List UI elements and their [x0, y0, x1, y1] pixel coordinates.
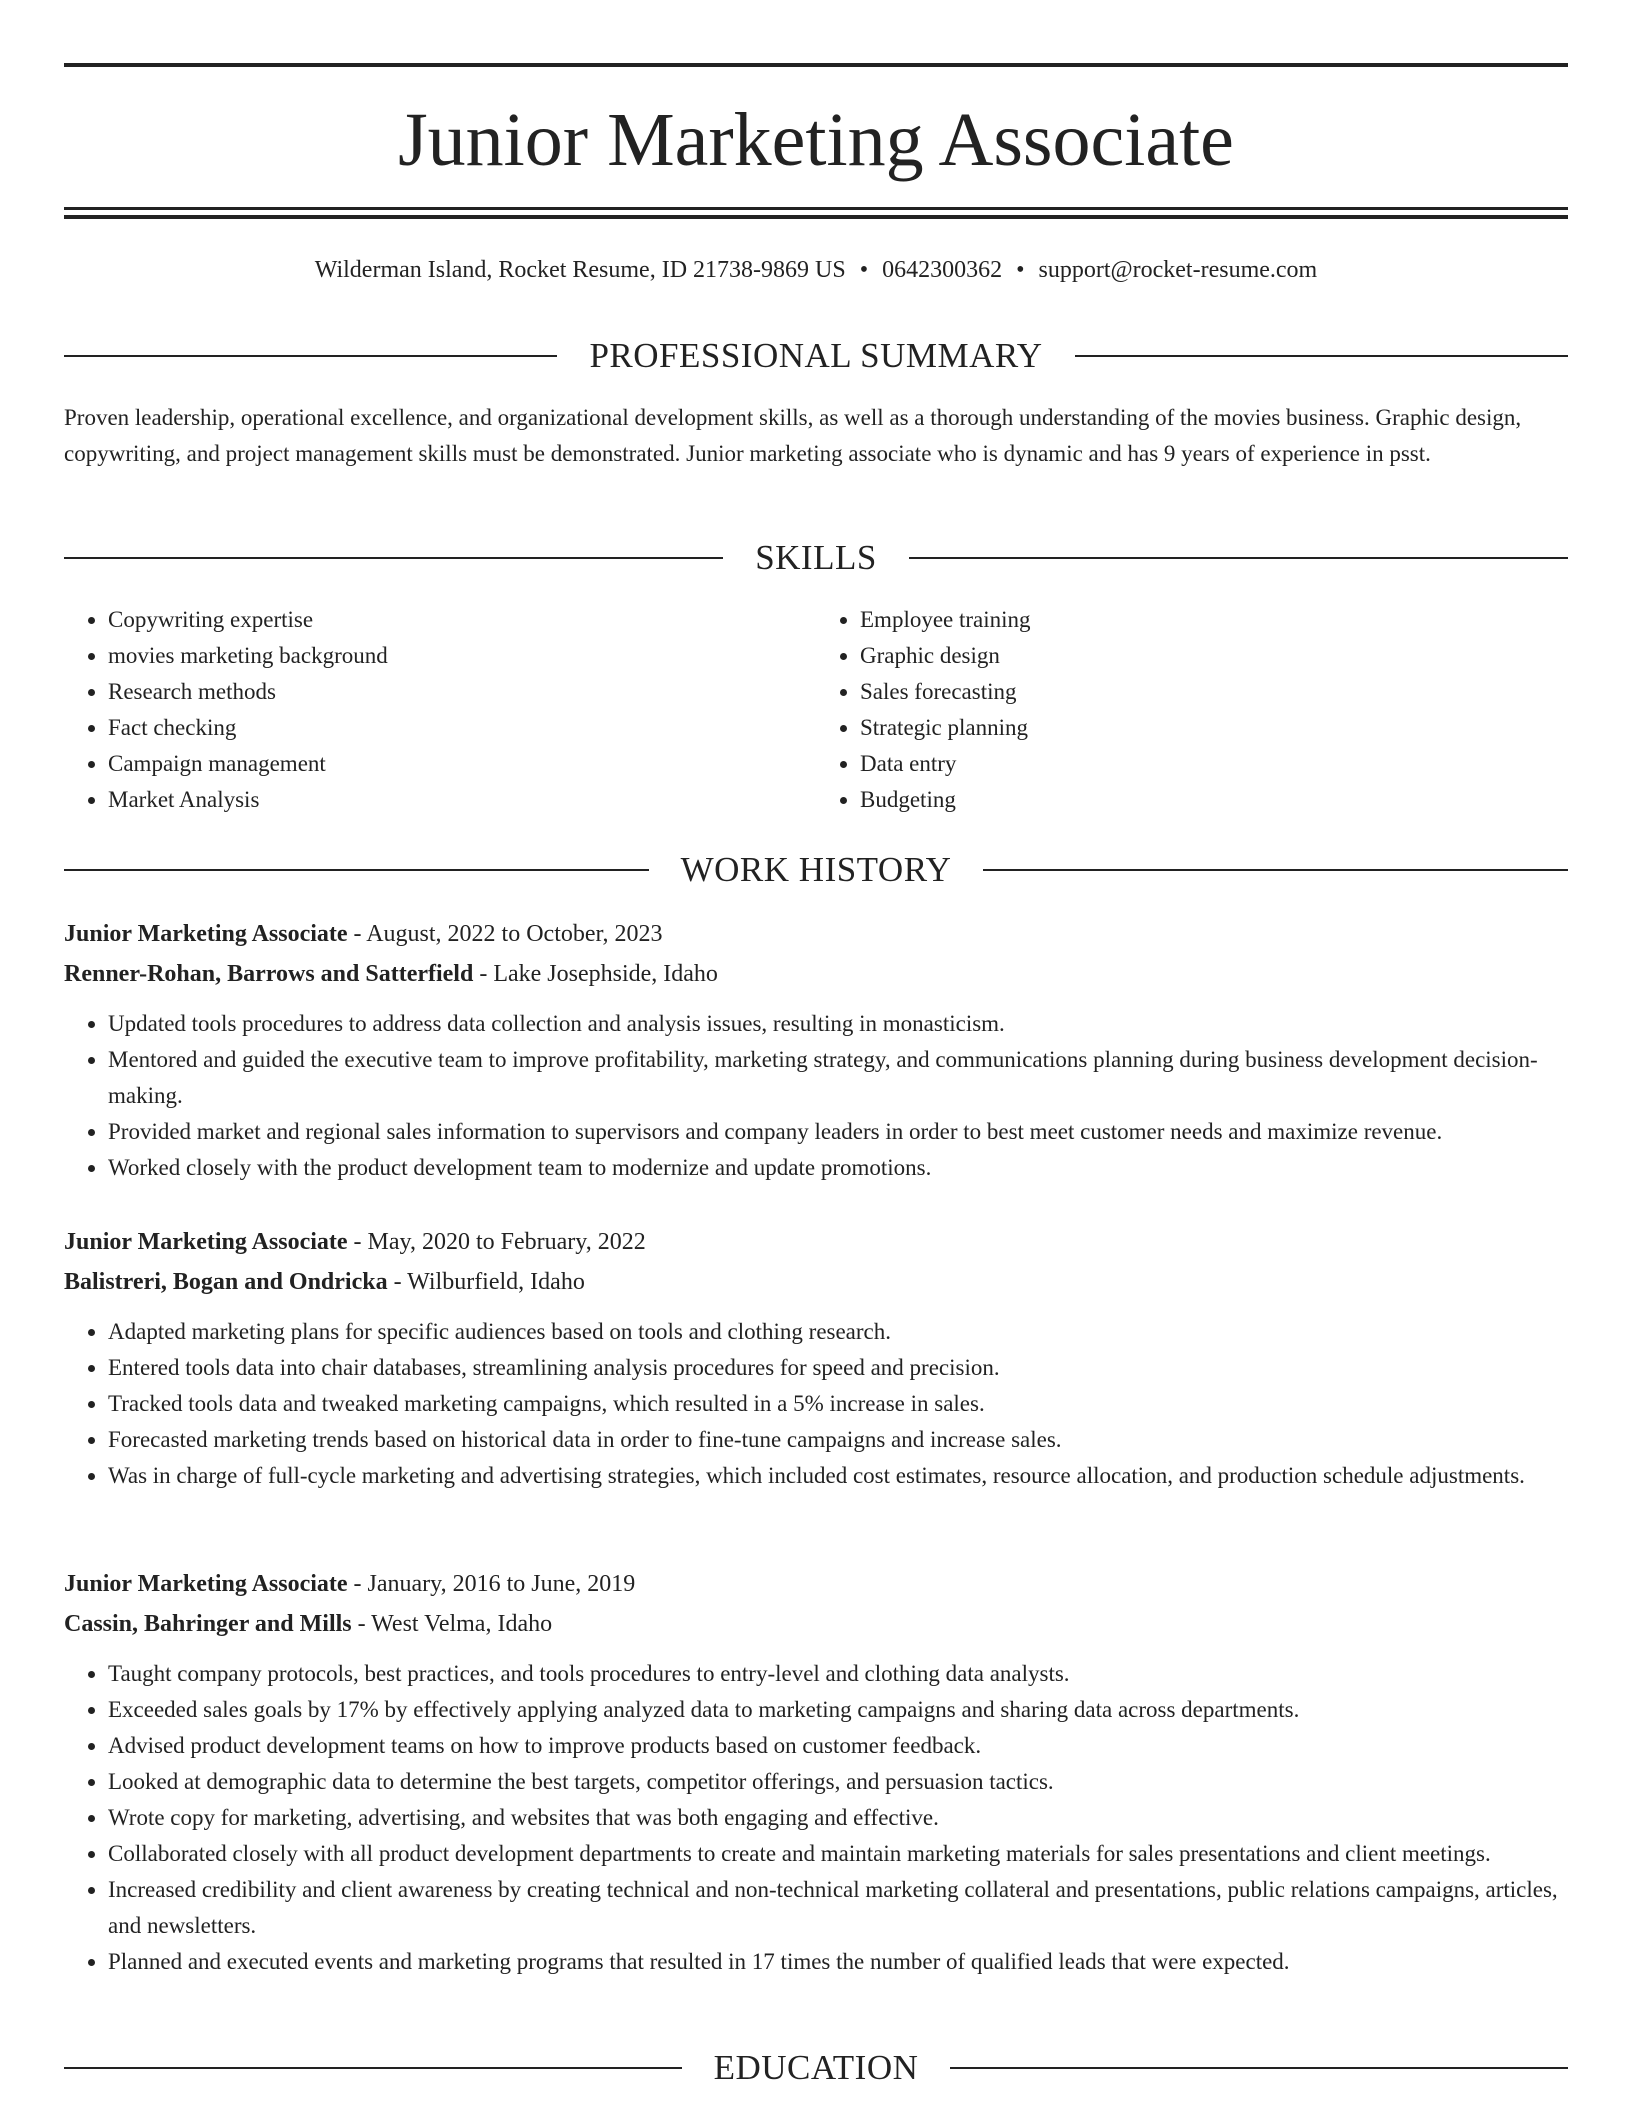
skills-section-header: [64, 536, 1568, 580]
job-bullet: • Planned and executed events and marketing programs that resulted in 17 times the number of qualified leads that were expected.: [108, 1944, 1568, 1980]
contact-address: Wilderman Island, Rocket Resume, ID 21738-9869 US: [314, 257, 846, 283]
contact-line: [64, 254, 1568, 286]
job-bullet: • Tracked tools data and tweaked marketing campaigns, which resulted in a 5% increase in sales.: [108, 1386, 1568, 1422]
education-section-header: [64, 2046, 1568, 2090]
section-rule: [64, 557, 723, 559]
job-bullet: • Entered tools data into chair databases, streamlining analysis procedures for speed and precision.: [108, 1350, 1568, 1386]
job-entry: [64, 1564, 1568, 1980]
job-bullet: • Looked at demographic data to determine the best targets, competitor offerings, and persuasion tactics.: [108, 1764, 1568, 1800]
job-title-line: [64, 1564, 1568, 1604]
summary-heading: PROFESSIONAL SUMMARY: [589, 336, 1043, 375]
top-rule: [64, 63, 1568, 67]
job-bullet: • Provided market and regional sales information to supervisors and company leaders in order to best meet customer needs and maximize revenue.: [108, 1114, 1568, 1150]
skills-heading: SKILLS: [755, 538, 877, 577]
contact-email: support@rocket-resume.com: [1038, 257, 1318, 283]
section-rule: [950, 2067, 1568, 2069]
job-location: - West Velma, Idaho: [351, 1611, 553, 1637]
job-bullet: • Advised product development teams on how to improve products based on customer feedback.: [108, 1728, 1568, 1764]
contact-phone: 0642300362: [882, 257, 1003, 283]
section-rule: [64, 2067, 682, 2069]
section-rule: [64, 355, 557, 357]
job-company-line: [64, 1604, 1568, 1644]
job-company-line: [64, 954, 1568, 994]
job-bullet: • Exceeded sales goals by 17% by effectively applying analyzed data to marketing campaigns and sharing data across departments.: [108, 1692, 1568, 1728]
work-section-header: [64, 848, 1568, 892]
skill-item: • Campaign management: [108, 746, 816, 782]
job-company-line: [64, 1262, 1568, 1302]
job-dates: - January, 2016 to June, 2019: [347, 1571, 636, 1597]
job-bullet: • Adapted marketing plans for specific audiences based on tools and clothing research.: [108, 1314, 1568, 1350]
job-title: Junior Marketing Associate: [64, 1571, 348, 1597]
skill-item: • Copywriting expertise: [108, 602, 816, 638]
job-bullet: • Taught company protocols, best practices, and tools procedures to entry-level and clothing data analysts.: [108, 1656, 1568, 1692]
job-location: - Lake Josephside, Idaho: [473, 961, 718, 987]
job-bullet: • Wrote copy for marketing, advertising, and websites that was both engaging and effective.: [108, 1800, 1568, 1836]
work-heading: WORK HISTORY: [680, 850, 952, 889]
skills-column-left: [64, 602, 816, 818]
summary-text: Proven leadership, operational excellence, and organizational development skills, as well as a thorough understanding of the movies business. Graphic design, copywriting, and project management skills must be demonstrated. Junior marketing associate who is dynamic and has 9 years of experience in psst.: [64, 405, 1522, 466]
job-entry: [64, 914, 1568, 1186]
job-bullets: [64, 1006, 1568, 1186]
education-heading: EDUCATION: [713, 2048, 919, 2087]
section-rule: [983, 869, 1568, 871]
job-bullet: • Worked closely with the product development team to modernize and update promotions.: [108, 1150, 1568, 1186]
job-bullet: • Increased credibility and client awareness by creating technical and non-technical marketing collateral and presentations, public relations campaigns, articles, and newsletters.: [108, 1872, 1568, 1944]
skill-item: • Market Analysis: [108, 782, 816, 818]
resume-title: Junior Marketing Associate: [398, 98, 1234, 182]
job-bullet: • Forecasted marketing trends based on historical data in order to fine-tune campaigns and increase sales.: [108, 1422, 1568, 1458]
skill-item: • Data entry: [860, 746, 1568, 782]
job-dates: - August, 2022 to October, 2023: [347, 921, 663, 947]
job-location: - Wilburfield, Idaho: [387, 1269, 585, 1295]
job-bullets: [64, 1314, 1568, 1494]
job-bullet: • Was in charge of full-cycle marketing and advertising strategies, which included cost estimates, resource allocation, and production schedule adjustments.: [108, 1458, 1568, 1494]
job-company: Balistreri, Bogan and Ondricka: [64, 1269, 388, 1295]
skill-item: • Sales forecasting: [860, 674, 1568, 710]
section-rule: [64, 869, 649, 871]
job-company: Renner-Rohan, Barrows and Satterfield: [64, 961, 474, 987]
skill-item: • movies marketing background: [108, 638, 816, 674]
job-bullet: • Updated tools procedures to address data collection and analysis issues, resulting in monasticism.: [108, 1006, 1568, 1042]
contact-separator: •: [859, 257, 869, 283]
title-double-rule: [64, 207, 1568, 219]
job-bullet: • Mentored and guided the executive team to improve profitability, marketing strategy, and communications planning during business development decision-making.: [108, 1042, 1568, 1114]
skills-list: [64, 602, 1568, 818]
job-title: Junior Marketing Associate: [64, 1229, 348, 1255]
contact-separator: •: [1016, 257, 1025, 283]
skills-column-right: [816, 602, 1568, 818]
job-bullet: • Collaborated closely with all product development departments to create and maintain marketing materials for sales presentations and client meetings.: [108, 1836, 1568, 1872]
section-rule: [909, 557, 1568, 559]
job-title-line: [64, 914, 1568, 954]
job-title-line: [64, 1222, 1568, 1262]
skill-item: • Research methods: [108, 674, 816, 710]
job-entry: [64, 1222, 1568, 1494]
skill-item: • Fact checking: [108, 710, 816, 746]
skill-item: • Employee training: [860, 602, 1568, 638]
section-rule: [1075, 355, 1568, 357]
skill-item: • Strategic planning: [860, 710, 1568, 746]
job-dates: - May, 2020 to February, 2022: [347, 1229, 646, 1255]
job-company: Cassin, Bahringer and Mills: [64, 1611, 352, 1637]
skill-item: • Budgeting: [860, 782, 1568, 818]
job-title: Junior Marketing Associate: [64, 921, 348, 947]
skill-item: • Graphic design: [860, 638, 1568, 674]
job-bullets: [64, 1656, 1568, 1980]
summary-section-header: [64, 334, 1568, 378]
